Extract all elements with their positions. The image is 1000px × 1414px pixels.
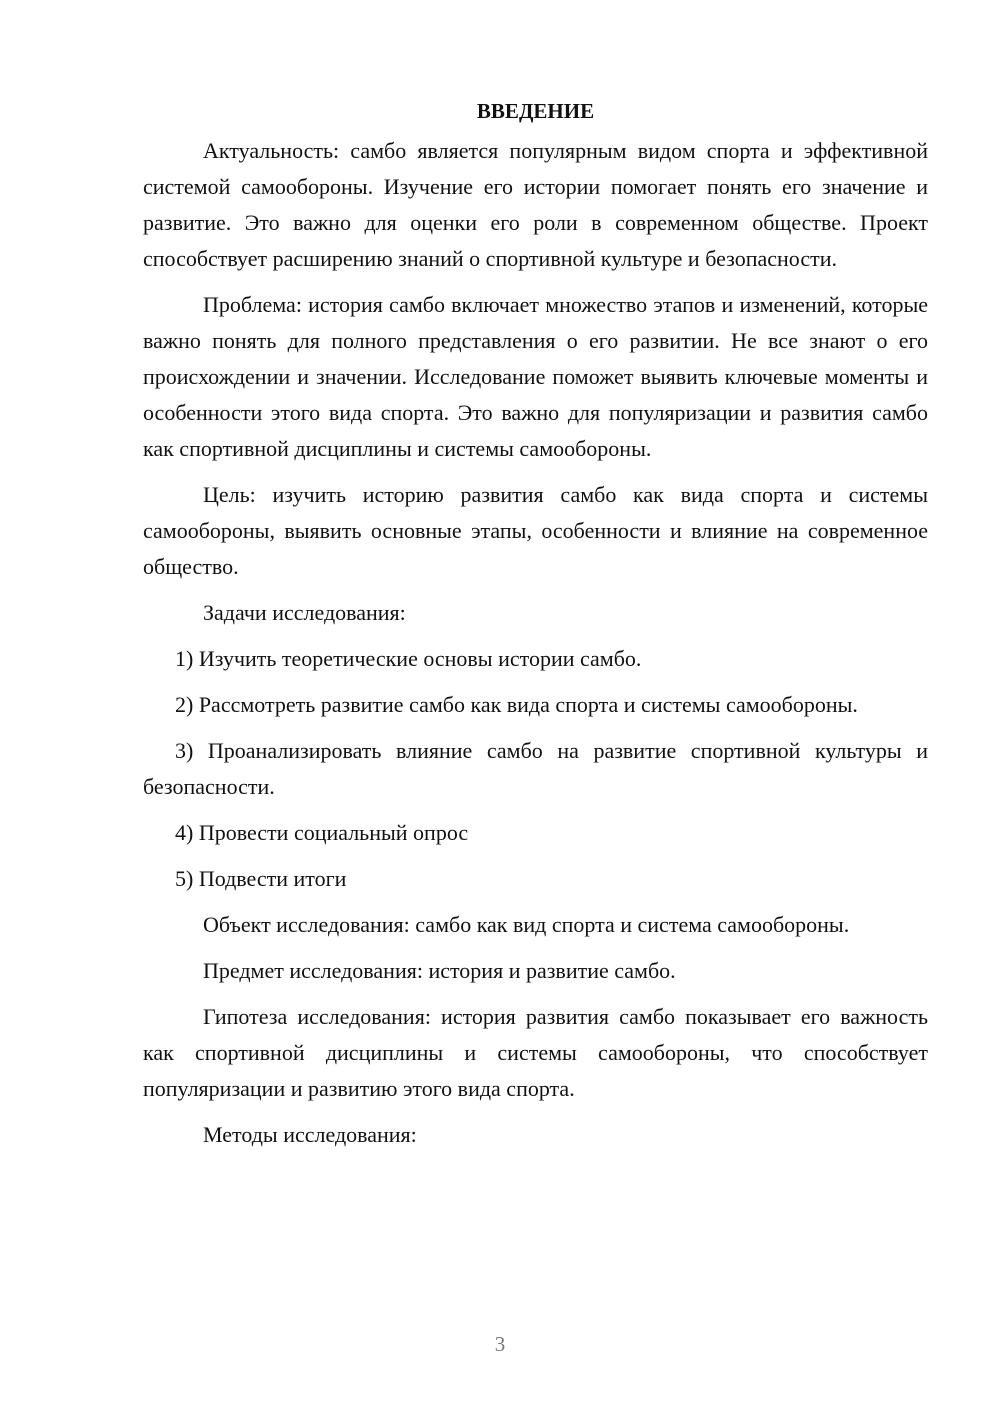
task-item-4: 4) Провести социальный опрос xyxy=(175,820,469,845)
page-content xyxy=(143,95,928,1163)
task-item-1: 1) Изучить теоретические основы истории самбо. xyxy=(175,646,642,671)
task-item-2: 2) Рассмотреть развитие самбо как вида спорта и системы самообороны. xyxy=(175,692,858,717)
problem-paragraph: Проблема: история самбо включает множество этапов и изменений, которые важно понять для полного представления о его развитии. Не все знают о его происхождении и значении. Исследование поможет выявить ключевые моменты и особенности этого вида спорта. Это важно для популяризации и развития самбо как спортивной дисциплины и системы самообороны. xyxy=(143,292,928,461)
subject-paragraph: Предмет исследования: история и развитие самбо. xyxy=(203,958,676,983)
page-title: ВВЕДЕНИЕ xyxy=(476,99,595,123)
relevance-paragraph: Актуальность: самбо является популярным видом спорта и эффективной системой самообороны. Изучение его истории помогает понять его значение и развитие. Это важно для оценки его роли в современном обществе. Проект способствует расширению знаний о спортивной культуре и безопасности. xyxy=(143,138,928,271)
object-paragraph: Объект исследования: самбо как вид спорта и система самообороны. xyxy=(203,912,850,937)
task-item-3: 3) Проанализировать влияние самбо на развитие спортивной культуры и безопасности. xyxy=(143,738,928,799)
methods-heading: Методы исследования: xyxy=(203,1122,417,1147)
goal-paragraph: Цель: изучить историю развития самбо как вида спорта и системы самообороны, выявить основные этапы, особенности и влияние на современное общество. xyxy=(143,482,928,579)
task-item-5: 5) Подвести итоги xyxy=(175,866,347,891)
page-number: 3 xyxy=(494,1332,506,1356)
hypothesis-paragraph: Гипотеза исследования: история развития самбо показывает его важность как спортивной дисциплины и системы самообороны, что способствует популяризации и развитию этого вида спорта. xyxy=(143,1004,928,1101)
tasks-heading: Задачи исследования: xyxy=(203,600,406,625)
